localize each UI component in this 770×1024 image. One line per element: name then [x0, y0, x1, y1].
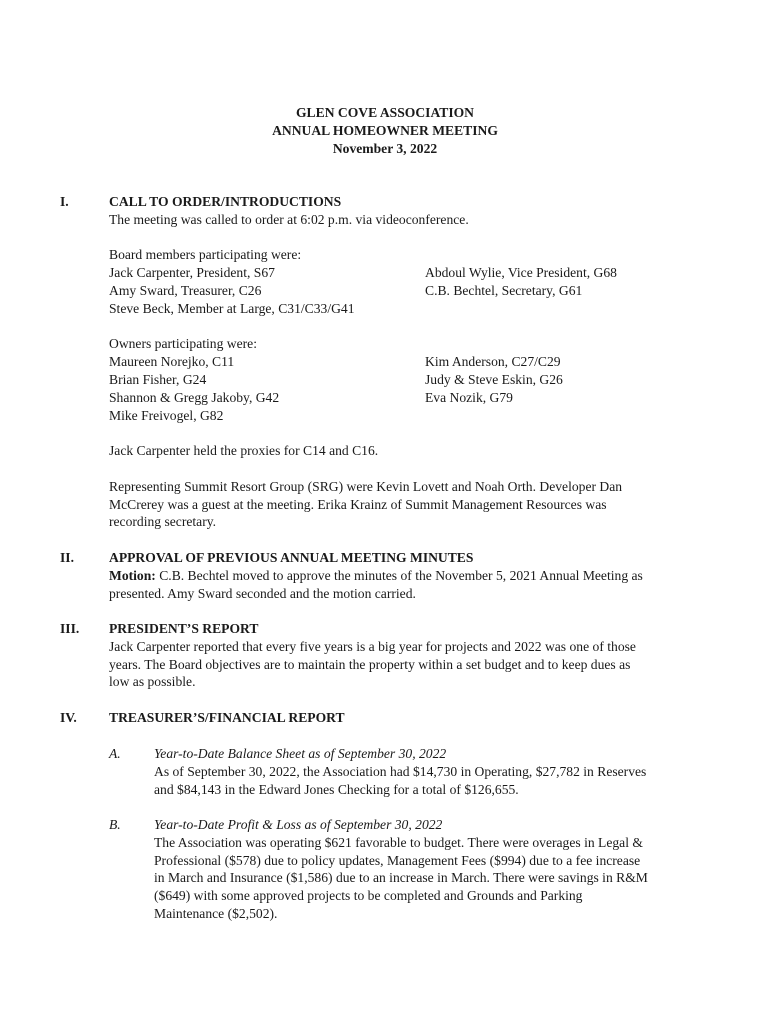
- board-heading: Board members participating were:: [109, 247, 302, 263]
- section-title: CALL TO ORDER/INTRODUCTIONS: [109, 194, 342, 209]
- list-item: Shannon & Gregg Jakoby, G42 Eva Nozik, G79: [109, 389, 513, 405]
- section-number: I.: [60, 194, 69, 209]
- proxies-text: Jack Carpenter held the proxies for C14 and C16.: [109, 443, 379, 459]
- paragraph-line: ($649) with some approved projects to be completed and Grounds and Parking: [154, 888, 583, 904]
- report-paragraph: Jack Carpenter reported that every five years is a big year for projects and 2022 was one of those years. The Board objectives are to maintain the property within a set budget and to keep dues as low as possible.: [109, 638, 636, 690]
- section-number: II.: [60, 550, 74, 565]
- paragraph-line: Professional ($578) due to policy updates, Management Fees ($994) due to a fee increase: [154, 852, 641, 868]
- paragraph-line: As of September 30, 2022, the Association had $14,730 in Operating, $27,782 in Reserves: [154, 763, 647, 779]
- paragraph-line: Maintenance ($2,502).: [154, 905, 278, 921]
- motion-label: Motion:: [109, 567, 156, 583]
- list-item: Amy Sward, Treasurer, C26 C.B. Bechtel, Secretary, G61: [109, 282, 583, 298]
- list-item: Steve Beck, Member at Large, C31/C33/G41: [109, 300, 355, 316]
- list-item: Maureen Norejko, C11 Kim Anderson, C27/C29: [109, 354, 561, 370]
- subsection-letter: B.: [109, 817, 121, 832]
- paragraph-line: The Association was operating $621 favorable to budget. There were overages in Legal &: [154, 834, 643, 850]
- subsection-title: Year-to-Date Balance Sheet as of September 30, 2022: [154, 746, 447, 761]
- document-header: [0, 104, 770, 157]
- paragraph-line: and $84,143 in the Edward Jones Checking for a total of $126,655.: [154, 781, 519, 797]
- motion-text-cont: presented. Amy Sward seconded and the motion carried.: [109, 585, 416, 601]
- owners-heading: Owners participating were:: [109, 336, 257, 352]
- list-item: Brian Fisher, G24 Judy & Steve Eskin, G26: [109, 371, 563, 387]
- list-item: Mike Freivogel, G82: [109, 407, 224, 423]
- section-number: IV.: [60, 710, 77, 725]
- section-title: PRESIDENT’S REPORT: [109, 621, 259, 636]
- meeting-date: November 3, 2022: [332, 140, 438, 156]
- representing-paragraph: Representing Summit Resort Group (SRG) were Kevin Lovett and Noah Orth. Developer Dan McCrerey was a guest at the meeting. Erika Krainz of Summit Management Resources was recording secretary.: [109, 478, 623, 530]
- paragraph-line: in March and Insurance ($1,586) due to an increase in March. There were savings in R&M: [154, 870, 648, 886]
- subsection-title: Year-to-Date Profit & Loss as of September 30, 2022: [154, 817, 443, 832]
- section-title: APPROVAL OF PREVIOUS ANNUAL MEETING MINUTES: [109, 550, 474, 565]
- motion-text: Motion: C.B. Bechtel moved to approve the minutes of the November 5, 2021 Annual Meeting as: [109, 567, 643, 583]
- meeting-title: ANNUAL HOMEOWNER MEETING: [272, 122, 498, 138]
- list-item: Jack Carpenter, President, S67 Abdoul Wylie, Vice President, G68: [109, 265, 617, 281]
- section-title: TREASURER’S/FINANCIAL REPORT: [109, 710, 345, 725]
- section-number: III.: [60, 621, 80, 636]
- org-name: GLEN COVE ASSOCIATION: [295, 105, 475, 120]
- board-members-list: [109, 264, 719, 317]
- subsection-letter: A.: [109, 746, 121, 761]
- intro-text: The meeting was called to order at 6:02 p.m. via videoconference.: [109, 211, 469, 227]
- owners-list: [109, 353, 719, 424]
